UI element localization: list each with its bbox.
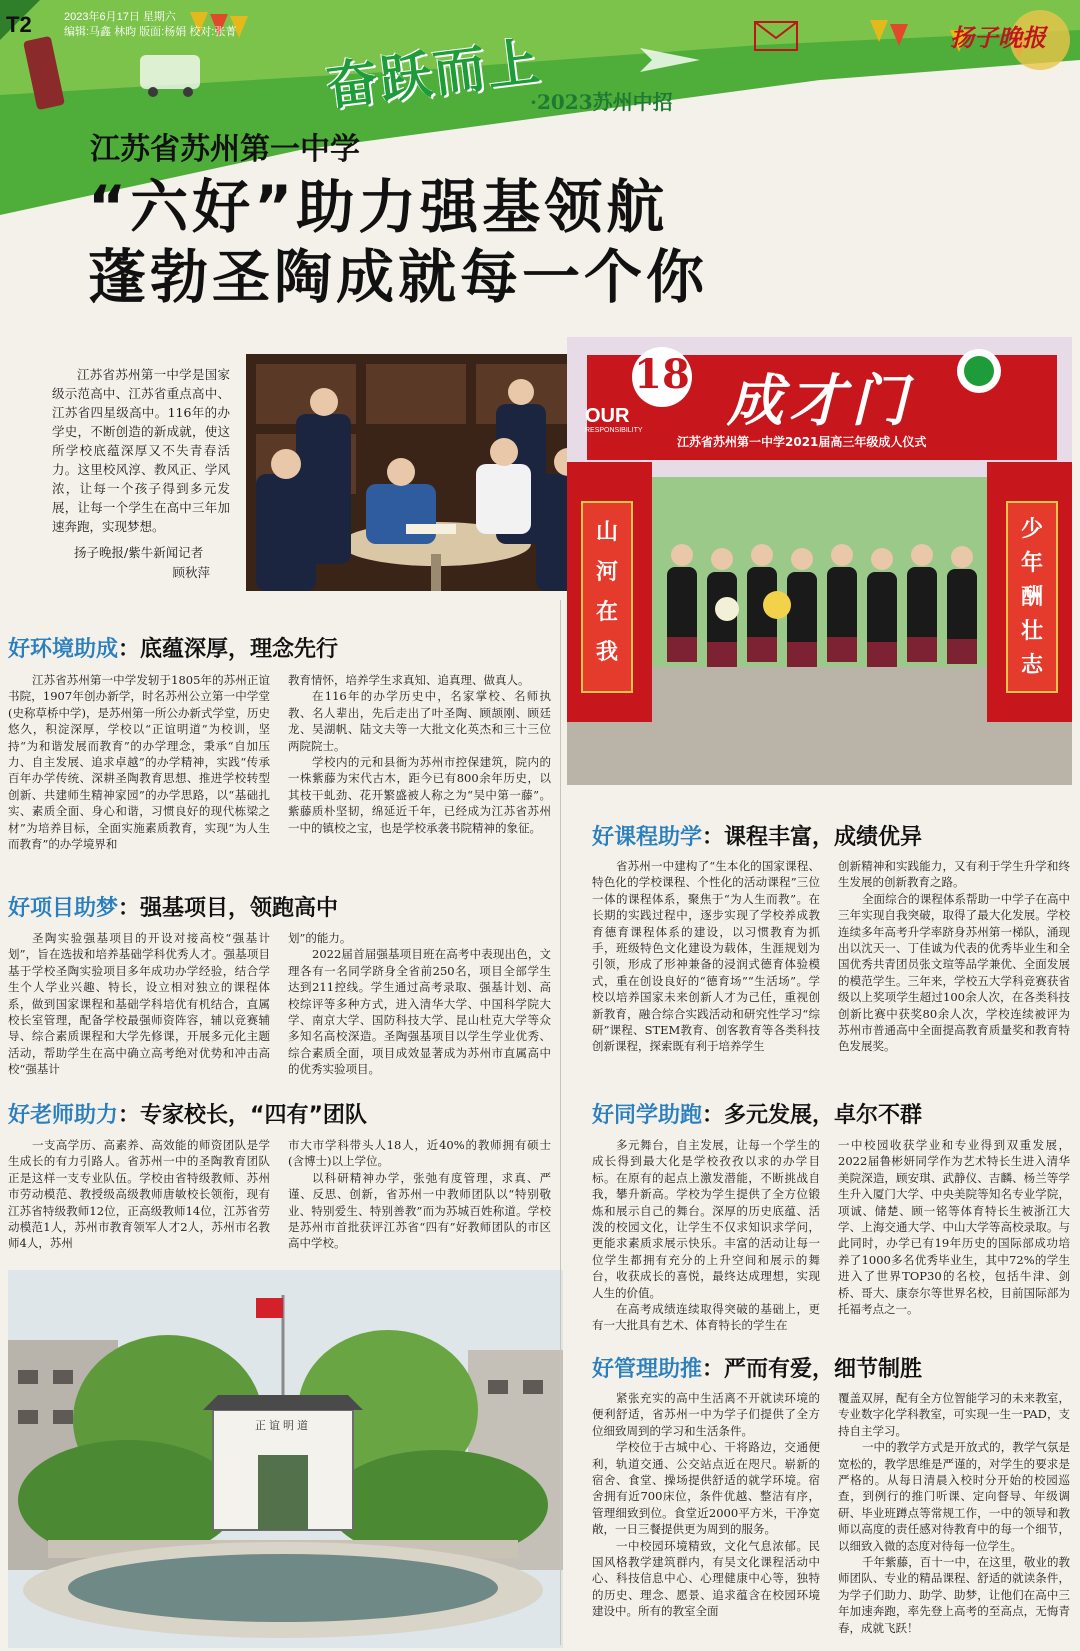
section-key: 好同学助跑 [592, 1102, 703, 1128]
section-title-environment [8, 632, 338, 663]
intro-paragraph: 江苏省苏州第一中学是国家级示范高中、江苏省重点高中、江苏省四星级高中。116年的办学史，不断创造的新成就，使这所学校底蕴深厚又不失青春活力。这里校风淳、教风正、学风浓，让每一个孩子得到多元发展，让每一个学生在高中三年加速奔跑，实现梦想。 [52, 367, 230, 534]
section-title-management [592, 1352, 922, 1383]
paragraph: 在116年的办学历史中，名家掌校、名师执教、名人辈出，先后走出了叶圣陶、顾颉刚、顾廷龙、吴湖帆、陆文夫等一大批文化英杰和三十三位两院院士。 [288, 689, 551, 753]
paragraph: 一中校园环境精致，文化气息浓郁。民国风格教学建筑群内，有吴文化课程活动中心、科技信息中心、心理健康中心等，独特的历史、理念、愿景、追求蕴含在校园环境建设中。所有的教室全面 [592, 1538, 820, 1619]
ceremony-gate-photo [567, 337, 1072, 785]
paragraph: 紧张充实的高中生活离不开就读环境的便利舒适，省苏州一中为学子们提供了全方位细致周到的学习和生活条件。 [592, 1391, 820, 1438]
section-subtitle: ：严而有爱，细节制胜 [702, 1357, 923, 1382]
gate-our-text: OUR [585, 405, 630, 427]
section-key: 好管理助推 [592, 1356, 703, 1382]
newspaper-logo: 扬子晚报 [950, 23, 1046, 52]
paragraph: 在高考成绩连续取得突破的基础上，更有一大批具有艺术、体育特长的学生在 [592, 1302, 820, 1333]
classroom-photo [246, 354, 610, 591]
management-col-2 [838, 1390, 1070, 1646]
section-title-project [8, 891, 338, 922]
paragraph: 一支高学历、高素养、高效能的师资团队是学生成长的有力引路人。省苏州一中的圣陶教育团队正是这样一支专业队伍。学校由省特级教师、苏州市劳动模范、教授级高级教师唐敏校长领衔，现有江苏省特级教师12位，正高级教师14位，江苏省劳动模范1人，苏州市教育领军人才2人，苏州市名教师4人，苏州 [8, 1138, 270, 1251]
byline [52, 543, 230, 583]
section-subtitle: ：强基项目，领跑高中 [118, 896, 339, 921]
paragraph: 创新精神和实践能力，又有利于学生升学和终生发展的创新教育之路。 [838, 859, 1070, 890]
paragraph: 多元舞台，自主发展，让每一个学生的成长得到最大化是学校孜孜以求的办学目标。在原有的起点上激发潜能，不断挑战自我，攀升新高。学校为学生提供了全方位锻炼和展示自己的舞台。深厚的历史底蕴、活泼的校园文化，让学生不仅求知识求学问，更能求素质求展示快乐。丰富的活动让每一位学生都拥有充分的上升空间和展示的舞台，收获成长的喜悦，最终达成理想，实现人生的价值。 [592, 1138, 820, 1300]
paragraph: 圣陶实验强基项目的开设对接高校“强基计划”，旨在选拔和培养基础学科优秀人才。强基项目基于学校圣陶实验项目多年成功办学经验，结合学生个人学业兴趣、特长，设立相对独立的课程体系，做到国家课程和基础学科培优有机结合，直属校长室管理，配备学校最强师资阵容，辅以竞赛辅导、综合素质课程和大学先修课，开展多元化主题活动，帮助学生在高中确立高考绝对优势和冲击高校“强基计 [8, 931, 270, 1077]
section-key: 好老师助力 [8, 1102, 119, 1128]
students-col-1 [592, 1137, 820, 1337]
issue-meta [64, 10, 236, 40]
headline-line-2: 蓬勃圣陶成就每一个你 [88, 243, 709, 311]
couplet-left: 山河在我 [595, 519, 618, 665]
paragraph: 学校内的元和县衙为苏州市控保建筑，院内的一株紫藤为宋代古木，距今已有800余年历史，以其枝干虬劲、花开繁盛被人称之为“吴中第一藤”。紫藤质朴坚韧，绵延近千年，已经成为江苏省苏州一中的镇校之宝，也是学校承袭书院精神的象征。 [288, 755, 551, 835]
byline-outlet: 扬子晚报/紫牛新闻记者 [74, 545, 204, 560]
section-subtitle: ：底蕴深厚，理念先行 [118, 637, 339, 662]
archway-plaque: 正谊明道 [255, 1419, 311, 1432]
page-number: T2 [6, 12, 32, 37]
section-key: 好课程助学 [592, 824, 703, 850]
paragraph: 省苏州一中建构了“生本化的国家课程、特色化的学校课程、个性化的活动课程”三位一体的课程体系，聚焦于“为人生而教”。在长期的实践过程中，逐步实现了学校养成教育德育课程体系的建设，以习惯教育为抓手，班级特色文化建设为载体，生涯规划为引领，形成了形神兼备的浸润式德育体验模式，重在创设良好的“德育场”“生活场”。学校以培养国家未来创新人才为己任，重视创新教育，融合综合实践活动和研究性学习“综研”课程、STEM教育、创客教育等各类科技创新课程，探索既有利于培养学生 [592, 859, 820, 1054]
article-headline [88, 172, 708, 312]
article-kicker: 江苏省苏州第一中学 [90, 132, 360, 167]
section-subtitle: ：专家校长，“四有”团队 [118, 1103, 367, 1128]
paragraph: 以科研精神办学，张弛有度管理，求真、严谨、反思、创新，省苏州一中教师团队以“特别敬业、特别爱生、特别善教”而为苏城百姓称道。学校是苏州市首批获评江苏省“四有”好教师团队的市区高中学校。 [288, 1170, 551, 1251]
paragraph: 千年紫藤，百十一中，在这里，敬业的教师团队、专业的精品课程、舒适的就读条件，为学子们助力、助学、助梦，让他们在高中三年加速奔跑，率先登上高考的至高点，无悔青春，成就飞跃！ [838, 1555, 1070, 1635]
environment-col-2 [288, 672, 551, 870]
section-subtitle: ：多元发展，卓尔不群 [702, 1103, 923, 1128]
gate-caption: 江苏省苏州第一中学2021届高三年级成人仪式 [677, 435, 927, 449]
section-key: 好环境助成 [8, 636, 119, 662]
campus-archway-photo [8, 1270, 563, 1648]
section-subtitle: ：课程丰富，成绩优异 [702, 825, 923, 850]
curriculum-col-2 [838, 858, 1070, 1076]
gate-responsibility-text: RESPONSIBILITY [585, 427, 643, 434]
gate-number: 18 [634, 351, 690, 398]
headline-line-1: “六好”助力强基领航 [88, 173, 669, 241]
banner-slogan: 奋跃而上 [322, 31, 545, 118]
paragraph: 江苏省苏州第一中学发轫于1805年的苏州正谊书院，1907年创办新学，时名苏州公立第一中学堂(史称草桥中学)，是苏州第一所公办新式学堂，历史悠久，积淀深厚，学校以“正谊明道”为校训，坚持“为和谐发展而教育”的办学理念，秉承“自加压力、自主发展、追求卓越”的办学精神，实践“传承百年办学传统、深耕圣陶教育思想、推进学校转型创新、共建师生精神家园”的办学思路，以“基础扎实、素质全面、身心和谐，习惯良好的现代栋梁之材”为培养目标，全面实施素质教育，实现“为人生而教育”的办学境界和 [8, 673, 270, 852]
teachers-col-2 [288, 1137, 551, 1262]
column-divider [560, 600, 561, 1645]
paragraph: 市大市学科带头人18人，近40%的教师拥有硕士(含博士)以上学位。 [288, 1138, 551, 1169]
section-title-students [592, 1098, 922, 1129]
environment-col-1 [8, 672, 270, 870]
issue-date: 2023年6月17日 星期六 [64, 11, 176, 23]
section-title-teachers [8, 1098, 367, 1129]
paragraph: 一中的教学方式是开放式的，教学气氛是宽松的，教学思维是严谨的，对学生的要求是严格的。从每日清晨入校时分开始的校园巡查，到例行的推门听课、定向督导、年级调研、毕业班蹲点等常规工作，一中的领导和教师以高度的责任感对待教育中的每一个细节，以细致入微的态度对待每一位学生。 [838, 1440, 1070, 1553]
couplet-right: 少年酬壮志 [1020, 516, 1043, 678]
project-col-1 [8, 930, 270, 1080]
paragraph: 全面综合的课程体系帮助一中学子在高中三年实现自我突破，取得了最大化发展。学校连续多年高考升学率跻身苏州第一梯队，涌现出以沈天一、丁佳诚为代表的优秀毕业生和全国优秀共青团员张文瑄等品学兼优、全面发展的模范学生。三年来，学校五大学科竞赛获省级以上奖项学生超过100余人次，在各类科技创新比赛中获奖80余人次，学校连续被评为苏州市普通高中全面提高教育质量奖和教育特色发展奖。 [838, 891, 1070, 1054]
students-col-2 [838, 1137, 1070, 1337]
paragraph: 一中校园收获学业和专业得到双重发展，2022届鲁彬妍同学作为艺术特长生进入清华美院深造，顾安琪、武静仪、吉麟、杨兰等学生升入厦门大学、中央美院等知名专业学院，项诚、储楚、顾一铭等体育特长生被浙江大学、上海交通大学、中山大学等高校录取。与此同时，办学已有19年历史的国际部成功培养了1000多名优秀毕业生，其中72%的学生进入了世界TOP30的名校，包括牛津、剑桥、哥大、康奈尔等世界名校，目前国际部为托福考点之一。 [838, 1138, 1070, 1317]
section-title-curriculum [592, 820, 922, 851]
byline-reporter: 顾秋萍 [172, 565, 210, 580]
paragraph: 教育情怀，培养学生求真知、追真理、做真人。 [288, 673, 530, 687]
management-col-1 [592, 1390, 820, 1646]
paragraph: 划”的能力。 [288, 931, 352, 945]
teachers-col-1 [8, 1137, 270, 1262]
project-col-2 [288, 930, 551, 1080]
banner-subslogan: ·2023苏州中招 [530, 90, 673, 114]
curriculum-col-1 [592, 858, 820, 1076]
paragraph: 2022届首届强基项目班在高考中表现出色，文理各有一名同学跻身全省前250名，项目全部学生达到211控线。学生通过高考录取、强基计划、高校综评等多种方式，进入清华大学、中国科学院大学、南京大学、国防科技大学、昆山杜克大学等众多知名高校深造。圣陶强基项目以学生学业优秀、综合素质全面，项目成效显著成为苏州市直属高中的优秀实验项目。 [288, 947, 551, 1077]
section-key: 好项目助梦 [8, 895, 119, 921]
paragraph: 覆盖双屏，配有全方位智能学习的未来教室，专业数字化学科教室，可实现一生一PAD，支持自主学习。 [838, 1391, 1070, 1438]
paragraph: 学校位于古城中心、干将路边，交通便利，轨道交通、公交站点近在咫尺。崭新的宿舍、食堂、操场提供舒适的就学环境。宿舍拥有近700床位，条件优越、整洁有序，管理细致到位。食堂近2000平方米，干净宽敞，一日三餐提供更为周到的服务。 [592, 1440, 820, 1537]
gate-sign: 成才门 [727, 368, 913, 434]
editor-credits: 编辑:马鑫 林昀 版面:杨娟 校对:张菁 [64, 26, 237, 38]
